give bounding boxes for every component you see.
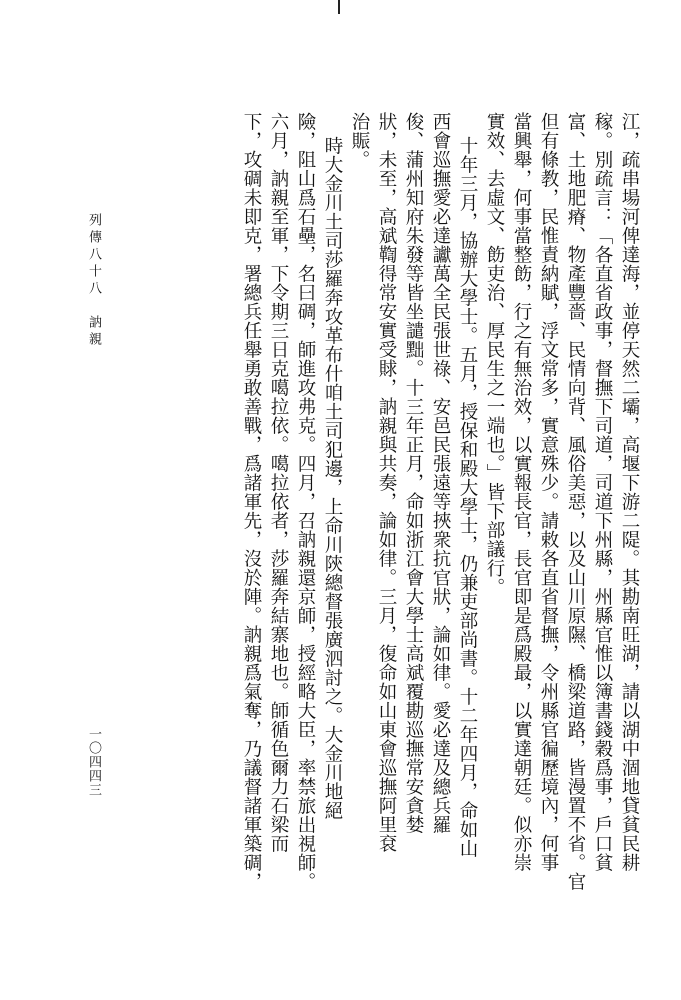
text-column: 當興舉，何事當整飭，行之有無治效，以實報長官，長官即是爲殿最，以實達朝廷。似亦崇 xyxy=(511,112,532,872)
text-column: 俊、蒲州知府朱發等皆坐譴黜。十三年正月，命如浙江會大學士高斌覆勘巡撫常安貪婪 xyxy=(403,112,424,834)
text-column: 治賑。 xyxy=(349,112,370,169)
text-column: 六月，訥親至軍，下令期三日克噶拉依。噶拉依者，莎羅奔結寨地也。師循色爾力石梁而 xyxy=(268,112,289,853)
text-column: 實效、去虛文、飭吏治、厚民生之一端也。」皆下部議行。 xyxy=(484,112,505,597)
text-column: 江，疏串場河俾達海，並停天然二壩，高堰下游二隄。其勘南旺湖，請以湖中涸地貸貧民耕 xyxy=(619,112,640,872)
text-column: 時大金川土司莎羅奔攻革布什咱土司犯邊，上命川陝總督張廣泗討之。大金川地絕 xyxy=(322,136,343,820)
running-head: 列傳八十八 訥親 xyxy=(86,213,101,349)
text-column: 下，攻碉未即克，署總兵任舉勇敢善戰，爲諸軍先，沒於陣。訥親爲氣奪，乃議督諸軍築碉， xyxy=(241,112,262,891)
text-column: 十年三月，協辦大學士。五月，授保和殿大學士，仍兼吏部尚書。十二年四月，命如山 xyxy=(457,136,478,858)
text-column: 西會巡撫愛必達讞萬全民張世祿、安邑民張遠等挾衆抗官狀，論如律。愛必達及總兵羅 xyxy=(430,112,451,834)
text-column: 狀，未至，高斌鞫得常安實受賕，訥親與共奏，論如律。三月，復命如山東會巡撫阿里袞 xyxy=(376,112,397,853)
text-column: 險，阻山爲石壘，名曰碉，師進攻弗克。四月，召訥親還京師，授經略大臣，率禁旅出視師。 xyxy=(295,112,316,891)
text-column: 但有條教，民惟責納賦，浮文常多，實意殊少。請敕各直省督撫，令州縣官徧歷境內，何事 xyxy=(538,112,559,872)
page-number: 一〇四四三 xyxy=(86,727,101,797)
text-column: 稼。別疏言：「各直省政事，督撫下司道，司道下州縣，州縣官惟以簿書錢穀爲事，戶口貧 xyxy=(592,112,613,872)
text-column: 富、土地肥瘠、物產豐嗇、民情向背、風俗美惡，以及山川原隰、橋梁道路，皆漫置不省。官 xyxy=(565,112,586,891)
top-edge-mark xyxy=(338,0,340,14)
